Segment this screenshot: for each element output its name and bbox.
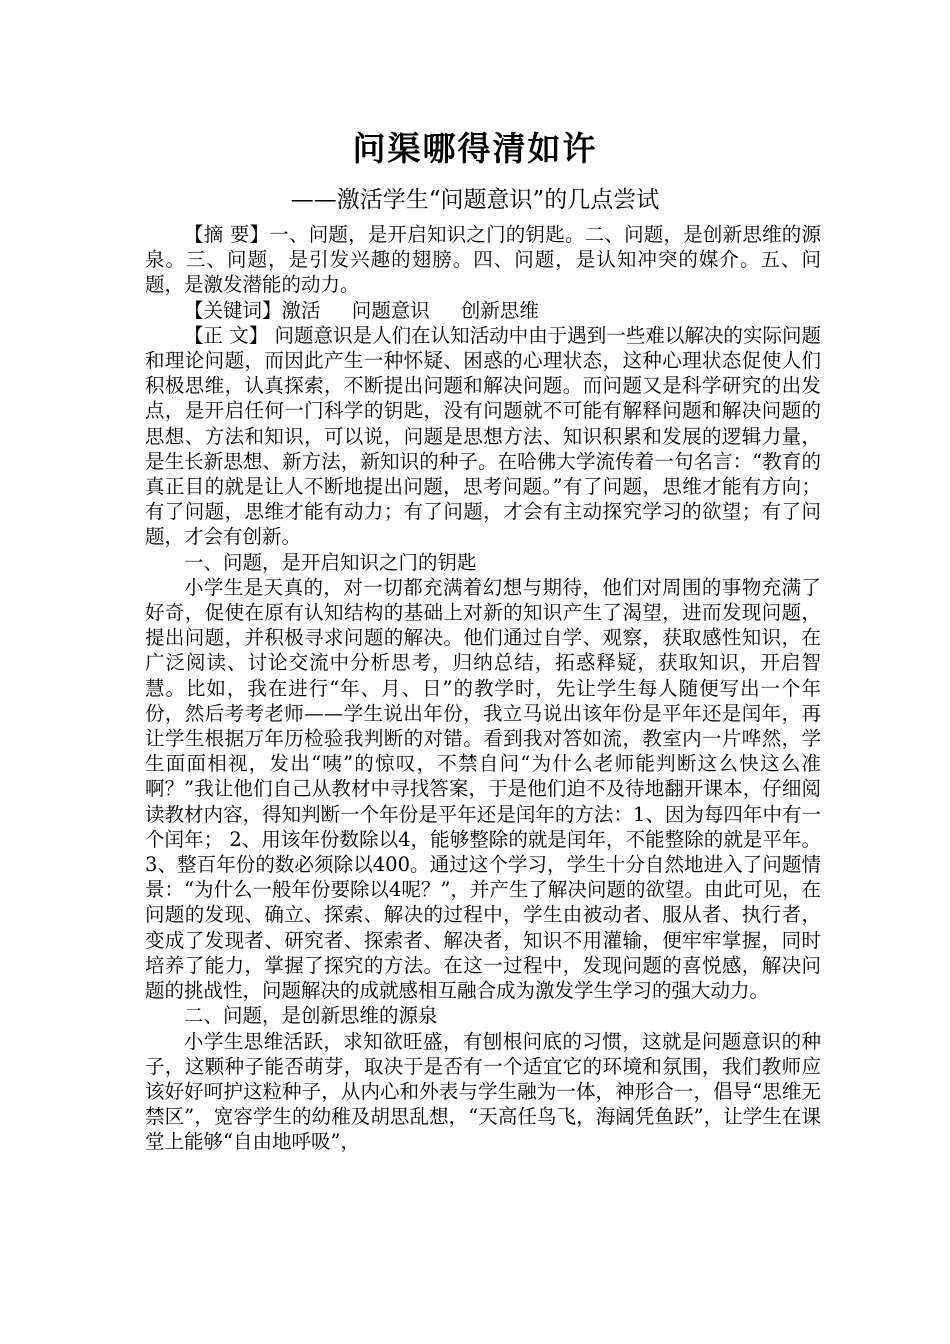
document-title: 问渠哪得清如许 — [352, 129, 598, 168]
document-subtitle: ——激活学生“问题意识”的几点尝试 — [290, 187, 660, 213]
keyword-item: 问题意识 — [351, 298, 430, 322]
abstract-paragraph — [145, 222, 821, 298]
section1-heading: 一、问题，是开启知识之门的钥匙 — [184, 550, 477, 574]
abstract-text: 一、问题，是开启知识之门的钥匙。二、问题，是创新思维的源泉。三、问题，是引发兴趣的翅膀。四、问题，是认知冲突的媒介。五、问题，是激发潜能的动力。 — [145, 223, 821, 297]
section1-paragraph: 小学生是天真的，对一切都充满着幻想与期待，他们对周围的事物充满了好奇，促使在原有认知结构的基础上对新的知识产生了渴望，进而发现问题，提出问题，并积极寻求问题的解决。他们通过自学、观察，获取感性知识，在广泛阅读、讨论交流中分析思考，归纳总结，拓惑释疑，获取知识，开启智慧。比如，我在进行“年、月、日”的教学时，先让学生每人随便写出一个年份，然后考考老师——学生说出年份，我立马说出该年份是平年还是闰年，再让学生根据万年历检验我判断的对错。看到我对答如流，教室内一片哗然，学生面面相视，发出“咦”的惊叹，不禁自问“为什么老师能判断这么快这么准啊？”我让他们自己从教材中寻找答案，于是他们迫不及待地翻开课本，仔细阅读教材内容，得知判断一个年份是平年还是闰年的方法：1、因为每四年中有一个闰年； 2、用该年份数除以4，能够整除的就是闰年，不能整除的就是平年。3、整百年份的数必须除以400。通过这个学习，学生十分自然地进入了问题情景：“为什么一般年份要除以4呢？”，并产生了解决问题的欲望。由此可见，在问题的发现、确立、探索、解决的过程中，学生由被动者、服从者、执行者，变成了发现者、研究者、探索者、解决者，知识不用灌输，便牢牢掌握，同时培养了能力，掌握了探究的方法。在这一过程中，发现问题的喜悦感，解决问题的挑战性，问题解决的成就感相互融合成为激发学生学习的强大动力。 — [145, 575, 821, 1003]
document-body — [145, 222, 821, 1155]
keywords-paragraph — [145, 298, 821, 323]
keyword-item: 激活 — [281, 298, 321, 322]
body-intro-paragraph — [145, 323, 821, 550]
keywords-label: 【关键词】 — [184, 298, 282, 322]
section2-paragraph: 小学生思维活跃，求知欲旺盛，有刨根问底的习惯，这就是问题意识的种子，这颗种子能否萌芽，取决于是否有一个适宜它的环境和氛围，我们教师应该好好呵护这粒种子，从内心和外表与学生融为一体，神形合一，倡导“思维无禁区”，宽容学生的幼稚及胡思乱想，“天高任鸟飞，海阔凭鱼跃”，让学生在课堂上能够“自由地呼吸”， — [145, 1029, 821, 1154]
body-intro-text: 问题意识是人们在认知活动中由于遇到一些难以解决的实际问题和理论问题，而因此产生一种怀疑、困惑的心理状态，这种心理状态促使人们积极思维，认真探索，不断提出问题和解决问题。而问题又是科学研究的出发点，是开启任何一门科学的钥匙，没有问题就不可能有解释问题和解决问题的思想、方法和知识，可以说，问题是思想方法、知识积累和发展的逻辑力量，是生长新思想、新方法，新知识的种子。在哈佛大学流传着一句名言：“教育的真正目的就是让人不断地提出问题，思考问题。”有了问题，思维才能有方向；有了问题，思维才能有动力；有了问题，才会有主动探究学习的欲望；有了问题，才会有创新。 — [145, 323, 821, 549]
abstract-label: 【摘 要】 — [184, 223, 270, 246]
section2-heading: 二、问题，是创新思维的源泉 — [184, 1004, 438, 1028]
body-intro-label: 【正 文】 — [184, 323, 269, 347]
keyword-item: 创新思维 — [460, 298, 539, 322]
